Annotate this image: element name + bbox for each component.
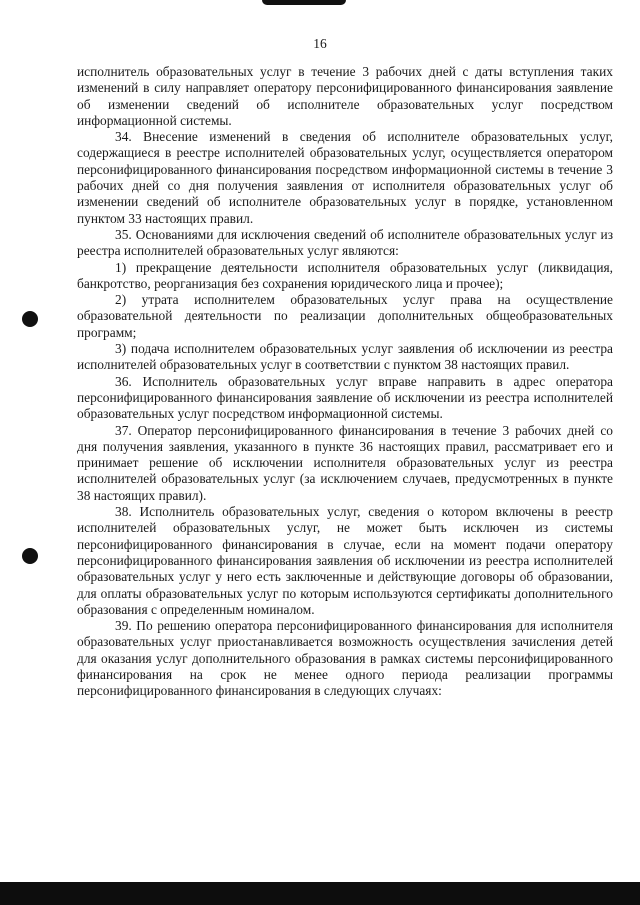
binding-mark (262, 0, 346, 5)
scan-bottom-edge (0, 882, 640, 905)
paragraph-35-item-3: 3) подача исполнителем образовательных услуг заявления об исключении из реестра исполнителей образовательных услуг в соответствии с пунктом 38 настоящих правил. (77, 341, 613, 373)
paragraph-37: 37. Оператор персонифицированного финансирования в течение 3 рабочих дней со дня получения заявления, указанного в пункте 36 настоящих правил, рассматривает его и принимает решение об исключении исполнителя образовательных услуг из реестра исполнителей образовательных услуг (за исключением случаев, предусмотренных в пункте 38 настоящих правил). (77, 422, 613, 503)
document-body (77, 64, 613, 700)
paragraph-35-item-1: 1) прекращение деятельности исполнителя образовательных услуг (ликвидация, банкротство, реорганизация без сохранения юридического лица и прочее); (77, 259, 613, 291)
paragraph-39: 39. По решению оператора персонифицированного финансирования для исполнителя образовательных услуг приостанавливается возможность осуществления зачисления детей для оказания услуг дополнительного образования в рамках системы персонифицированного финансирования на срок не менее одного периода реализации программы персонифицированного финансирования в следующих случаях: (77, 618, 613, 699)
page-number: 16 (313, 36, 327, 51)
paragraph-33-continuation: исполнитель образовательных услуг в течение 3 рабочих дней с даты вступления таких изменений в силу направляет оператору персонифицированного финансирования заявление об изменении сведений об исполнителе образовательных услуг посредством информационной системы. (77, 64, 613, 128)
paragraph-38: 38. Исполнитель образовательных услуг, сведения о котором включены в реестр исполнителей образовательных услуг, не может быть исключен из системы персонифицированного финансирования в случае, если на момент подачи оператору персонифицированного финансирования заявления об исключении из реестра исполнителей образовательных услуг у него есть заключенные и действующие договоры об образовании, для оплаты образовательных услуг по которым используются сертификаты дополнительного образования с определенным номиналом. (77, 504, 613, 617)
paragraph-36: 36. Исполнитель образовательных услуг вправе направить в адрес оператора персонифицированного финансирования заявление об исключении из реестра исполнителей образовательных услуг посредством информационной системы. (77, 373, 613, 422)
paragraph-34: 34. Внесение изменений в сведения об исполнителе образовательных услуг, содержащиеся в реестре исполнителей образовательных услуг, осуществляется оператором персонифицированного финансирования посредством информационной системы в течение 3 рабочих дней со дня получения заявления от исполнителя образовательных услуг об изменении сведений об исполнителе образовательных услуг в порядке, установленном пунктом 33 настоящих правил. (77, 129, 613, 226)
paragraph-35-item-2: 2) утрата исполнителем образовательных услуг права на осуществление образовательной деятельности по реализации дополнительных общеобразовательных программ; (77, 292, 613, 340)
paragraph-35: 35. Основаниями для исключения сведений об исполнителе образовательных услуг из реестра исполнителей образовательных услуг являются: (77, 226, 613, 259)
punch-hole-upper (22, 311, 38, 327)
punch-hole-lower (22, 548, 38, 564)
